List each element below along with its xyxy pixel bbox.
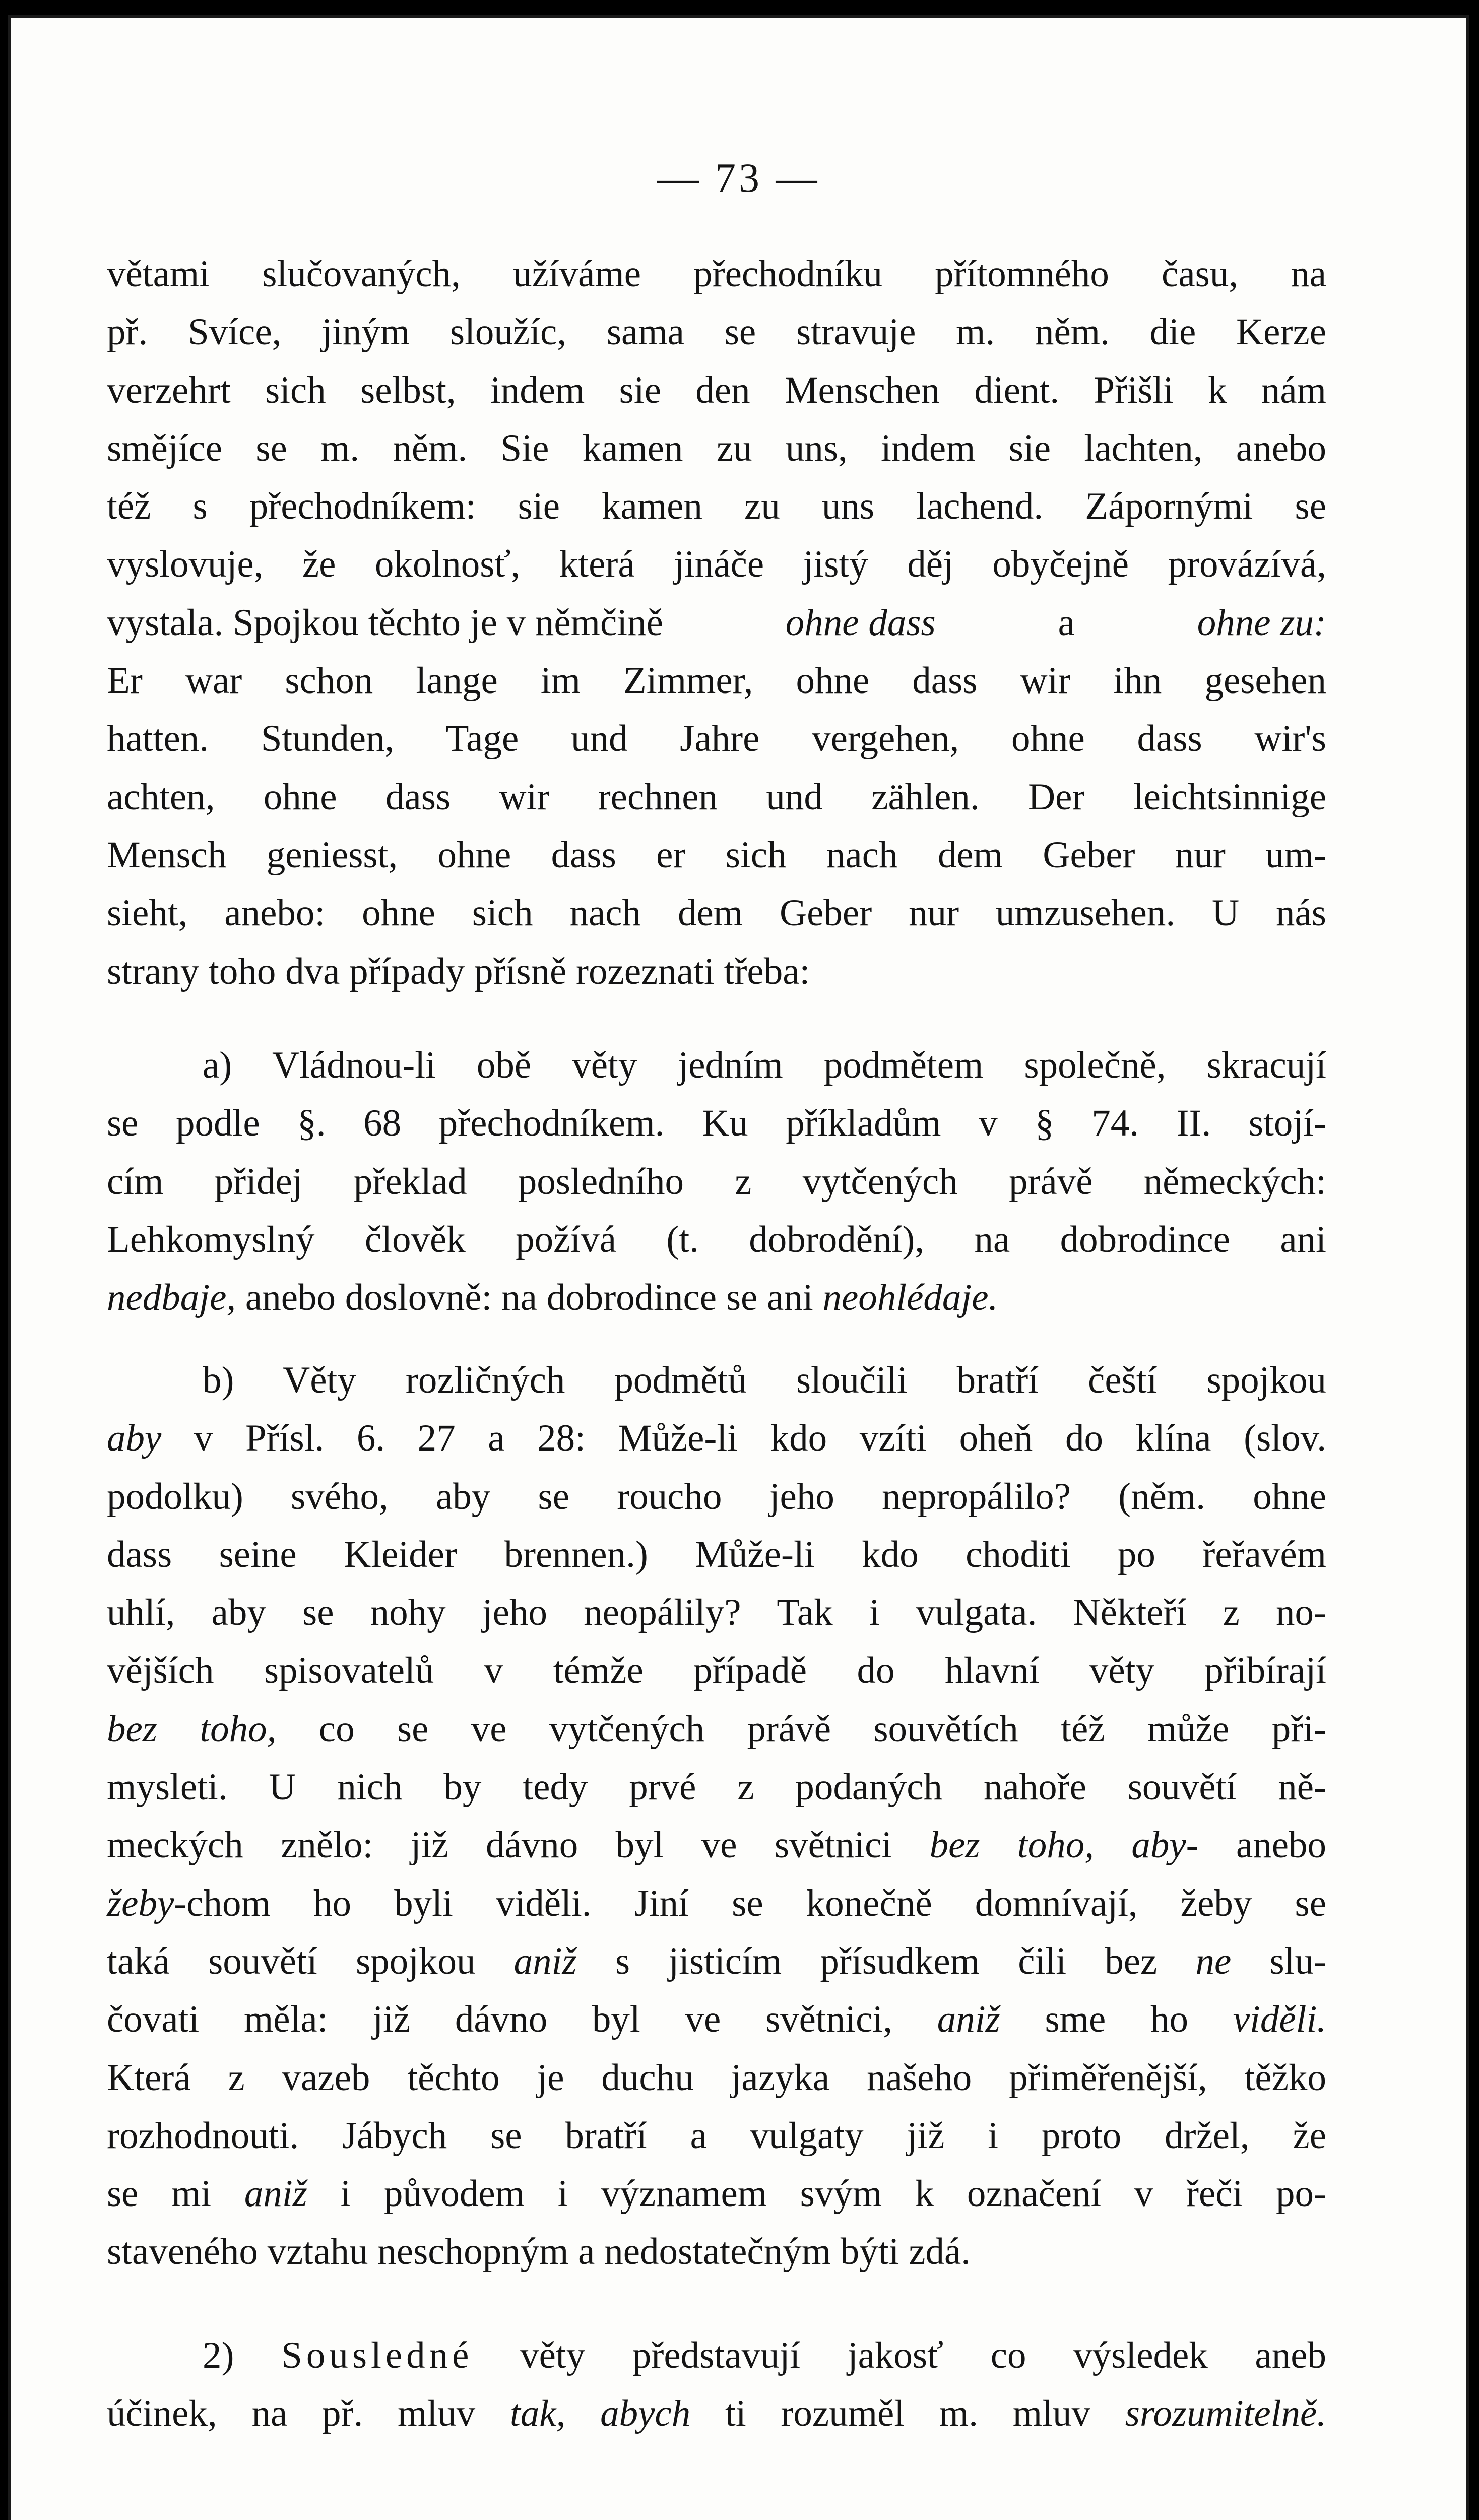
text-line	[107, 1816, 1326, 1874]
text-run: slu-	[1269, 1940, 1326, 1982]
text-line: staveného vztahu neschopným a nedostatečným býti zdá.	[107, 2231, 971, 2273]
text-run: sme ho	[1045, 1998, 1188, 2041]
text-run: s jisticím přísudkem čili bez	[615, 1940, 1158, 1982]
text-line: Er war schon lange im Zimmer, ohne dass wir ihn gesehen	[107, 660, 1326, 702]
paragraph-3	[107, 1351, 1326, 2281]
text-line: větami slučovaných, užíváme přechodníku přítomného času, na	[107, 253, 1326, 295]
italic-term: aniž	[937, 1998, 1000, 2041]
text-line	[107, 2165, 1326, 2223]
text-run: se mi	[107, 2173, 212, 2215]
text-line	[107, 1874, 1326, 1932]
text-line	[107, 2384, 1326, 2442]
italic-term: tak, abych	[509, 2392, 691, 2435]
text-run: věty představují jakosť co výsledek aneb	[520, 2335, 1326, 2376]
text-line: strany toho dva případy přísně rozeznati třeba:	[107, 950, 810, 992]
italic-term: ne	[1195, 1940, 1232, 1982]
text-run: a	[1058, 601, 1075, 644]
text-line: dass seine Kleider brennen.) Může-li kdo choditi po řeřavém	[107, 1533, 1326, 1576]
text-line: Která z vazeb těchto je duchu jazyka našeho přiměřenější, těžko	[107, 2056, 1326, 2099]
text-run: anebo doslovně: na dobrodince se ani	[245, 1277, 813, 1319]
text-line: podolku) svého, aby se roucho jeho nepropálilo? (něm. ohne	[107, 1475, 1326, 1518]
text-run: ti rozuměl m. mluv	[725, 2392, 1090, 2435]
text-line: vyslovuje, že okolnosť, která jináče jistý děj obyčejně provázívá,	[107, 543, 1326, 586]
italic-term: bez toho,	[107, 1708, 277, 1750]
text-line: sieht, anebo: ohne sich nach dem Geber nur umzusehen. U nás	[107, 892, 1326, 934]
text-line	[107, 1409, 1326, 1467]
text-line: achten, ohne dass wir rechnen und zählen. Der leichtsinnige	[107, 776, 1326, 818]
text-line: též s přechodníkem: sie kamen zu uns lachend. Zápornými se	[107, 485, 1326, 528]
text-line	[107, 1700, 1326, 1758]
paragraph-1	[107, 245, 1326, 1000]
text-run: co se ve vytčených právě souvětích též může při-	[318, 1708, 1326, 1750]
italic-term: ohne dass	[785, 601, 936, 644]
text-line	[107, 594, 1326, 652]
text-line	[107, 1932, 1326, 1990]
text-line: smějíce se m. něm. Sie kamen zu uns, indem sie lachten, anebo	[107, 427, 1326, 469]
italic-term: neohlédaje.	[822, 1277, 998, 1319]
text-run: meckých znělo: již dávno byl ve světnici	[107, 1824, 892, 1866]
page-number: — 73 —	[657, 155, 820, 201]
italic-term: aniž	[244, 2173, 307, 2215]
text-run: 2)	[203, 2335, 234, 2376]
text-line: vějších spisovatelů v témže případě do hlavní věty přibírají	[107, 1650, 1326, 1692]
text-run: chom ho byli viděli. Jiní se konečně domnívají, žeby se	[186, 1882, 1326, 1924]
paragraph-4	[107, 2326, 1326, 2443]
book-page	[8, 15, 1469, 2520]
text-line	[107, 2326, 1326, 2384]
italic-term: viděli.	[1233, 1998, 1327, 2041]
spaced-term: Sousledné	[281, 2335, 473, 2376]
text-run: taká souvětí spojkou	[107, 1940, 476, 1982]
text-line: verzehrt sich selbst, indem sie den Menschen dient. Přišli k nám	[107, 369, 1326, 411]
italic-term: aniž	[513, 1940, 577, 1982]
text-run: čovati měla: již dávno byl ve světnici,	[107, 1998, 892, 2041]
text-run: účinek, na př. mluv	[107, 2392, 476, 2435]
text-line: hatten. Stunden, Tage und Jahre vergehen, ohne dass wir's	[107, 718, 1326, 760]
text-line: Lehkomyslný člověk požívá (t. dobrodění), na dobrodince ani	[107, 1218, 1326, 1261]
text-line: cím přidej překlad posledního z vytčených právě německých:	[107, 1160, 1326, 1203]
text-run: v Přísl. 6. 27 a 28: Může-li kdo vzíti oheň do klína (slov.	[194, 1417, 1326, 1460]
text-run: i původem i významem svým k označení v řeči po-	[340, 2173, 1327, 2215]
text-line: Mensch geniesst, ohne dass er sich nach dem Geber nur um-	[107, 834, 1326, 876]
text-line: mysleti. U nich by tedy prvé z podaných nahoře souvětí ně-	[107, 1766, 1326, 1808]
italic-term: srozumitelně.	[1125, 2392, 1327, 2435]
text-line	[107, 1269, 1326, 1327]
text-line: uhlí, aby se nohy jeho neopálily? Tak i vulgata. Někteří z no-	[107, 1592, 1326, 1634]
italic-term: nedbaje,	[107, 1277, 236, 1319]
italic-term: aby	[107, 1417, 162, 1460]
italic-term: bez toho, aby-	[929, 1824, 1199, 1866]
italic-term: žeby-	[107, 1882, 187, 1924]
text-run: anebo	[1236, 1824, 1327, 1866]
text-line: a) Vládnou-li obě věty jedním podmětem společně, skracují	[203, 1044, 1326, 1086]
text-line: rozhodnouti. Jábych se bratří a vulgaty již i proto držel, že	[107, 2114, 1326, 2157]
text-line: př. Svíce, jiným sloužíc, sama se stravuje m. něm. die Kerze	[107, 311, 1326, 353]
text-line	[107, 1990, 1326, 2048]
paragraph-2	[107, 1036, 1326, 1327]
text-run: vystala. Spojkou těchto je v němčině	[107, 601, 663, 644]
text-line: se podle §. 68 přechodníkem. Ku příkladům v § 74. II. stojí-	[107, 1102, 1326, 1145]
text-line: b) Věty rozličných podmětů sloučili bratří čeští spojkou	[203, 1359, 1326, 1401]
italic-term: ohne zu:	[1197, 601, 1326, 644]
